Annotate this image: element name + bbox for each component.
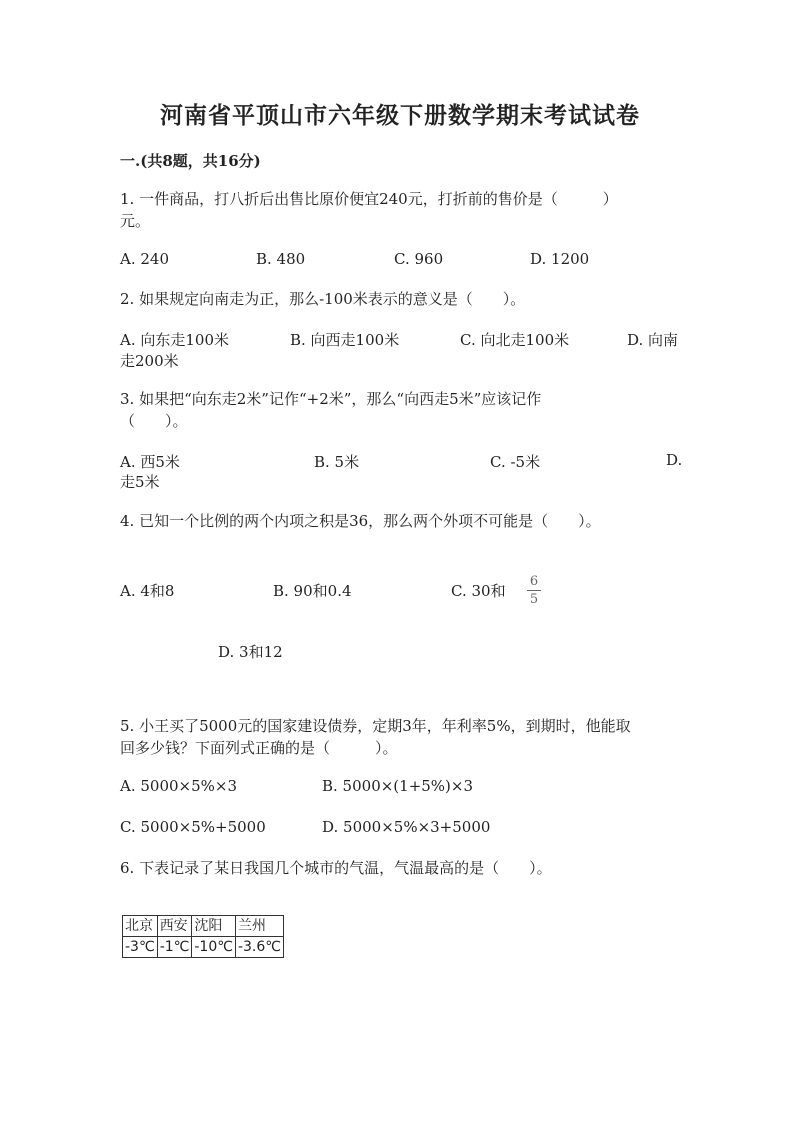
q1-option-c[interactable]: C. 960 (394, 250, 444, 268)
q3-option-a[interactable]: A. 西5米 (120, 453, 180, 471)
temp-cell: -1℃ (157, 937, 192, 958)
q2-option-a[interactable]: A. 向东走100米 (120, 331, 229, 349)
fraction-numerator: 6 (529, 574, 539, 589)
question-3-line2: （ ）。 (120, 412, 188, 430)
q4-option-b[interactable]: B. 90和0.4 (273, 582, 352, 600)
q1-option-d[interactable]: D. 1200 (530, 250, 590, 268)
question-5-line1: 5. 小王买了5000元的国家建设债券，定期3年，年利率5%，到期时，他能取 (120, 717, 631, 735)
question-5-line2: 回多少钱？下面列式正确的是（ ）。 (120, 739, 398, 757)
question-1 (120, 188, 618, 232)
question-6: 6. 下表记录了某日我国几个城市的气温，气温最高的是（ ）。 (120, 859, 552, 877)
q5-option-d[interactable]: D. 5000×5%×3+5000 (322, 818, 491, 836)
table-row-cities (123, 916, 284, 937)
question-1-line2: 元。 (120, 212, 151, 230)
q1-option-b[interactable]: B. 480 (256, 250, 306, 268)
temp-cell: -10℃ (192, 937, 236, 958)
city-cell: 沈阳 (192, 916, 236, 937)
question-3-line1: 3. 如果把“向东走2米”记作“+2米”，那么“向西走5米”应该记作 (120, 390, 542, 408)
section-heading: 一.(共8题，共16分) (120, 152, 261, 170)
city-cell: 兰州 (235, 916, 283, 937)
q3-option-d-wrap: 走5米 (120, 473, 160, 491)
q5-option-c[interactable]: C. 5000×5%+5000 (120, 818, 266, 836)
q4-option-c[interactable]: C. 30和 (451, 582, 506, 600)
q3-option-b[interactable]: B. 5米 (314, 453, 360, 471)
q5-option-a[interactable]: A. 5000×5%×3 (120, 777, 238, 795)
question-5 (120, 715, 631, 759)
fraction-bar (527, 590, 541, 591)
city-cell: 北京 (123, 916, 158, 937)
temperature-table (122, 915, 284, 958)
q4-option-c-fraction (527, 574, 541, 607)
question-3 (120, 388, 541, 432)
page-title: 河南省平顶山市六年级下册数学期末考试试卷 (160, 102, 640, 129)
question-1-line1: 1. 一件商品，打八折后出售比原价便宜240元，打折前的售价是（ ） (120, 190, 618, 208)
table-row-temps (123, 937, 284, 958)
q2-option-d-wrap: 走200米 (120, 352, 179, 370)
q5-option-b[interactable]: B. 5000×(1+5%)×3 (322, 777, 474, 795)
temp-cell: -3℃ (123, 937, 158, 958)
q2-option-b[interactable]: B. 向西走100米 (290, 331, 400, 349)
q1-option-a[interactable]: A. 240 (120, 250, 169, 268)
city-cell: 西安 (157, 916, 192, 937)
q4-option-d[interactable]: D. 3和12 (218, 643, 283, 661)
q4-option-a[interactable]: A. 4和8 (120, 582, 175, 600)
question-4: 4. 已知一个比例的两个内项之积是36，那么两个外项不可能是（ ）。 (120, 512, 601, 530)
q2-option-d[interactable]: D. 向南 (627, 331, 679, 349)
q3-option-c[interactable]: C. -5米 (490, 453, 541, 471)
q3-option-d[interactable]: D. (666, 451, 683, 469)
temp-cell: -3.6℃ (235, 937, 283, 958)
fraction-denominator: 5 (529, 592, 539, 607)
question-2: 2. 如果规定向南走为正，那么-100米表示的意义是（ ）。 (120, 290, 526, 308)
q2-option-c[interactable]: C. 向北走100米 (460, 331, 570, 349)
